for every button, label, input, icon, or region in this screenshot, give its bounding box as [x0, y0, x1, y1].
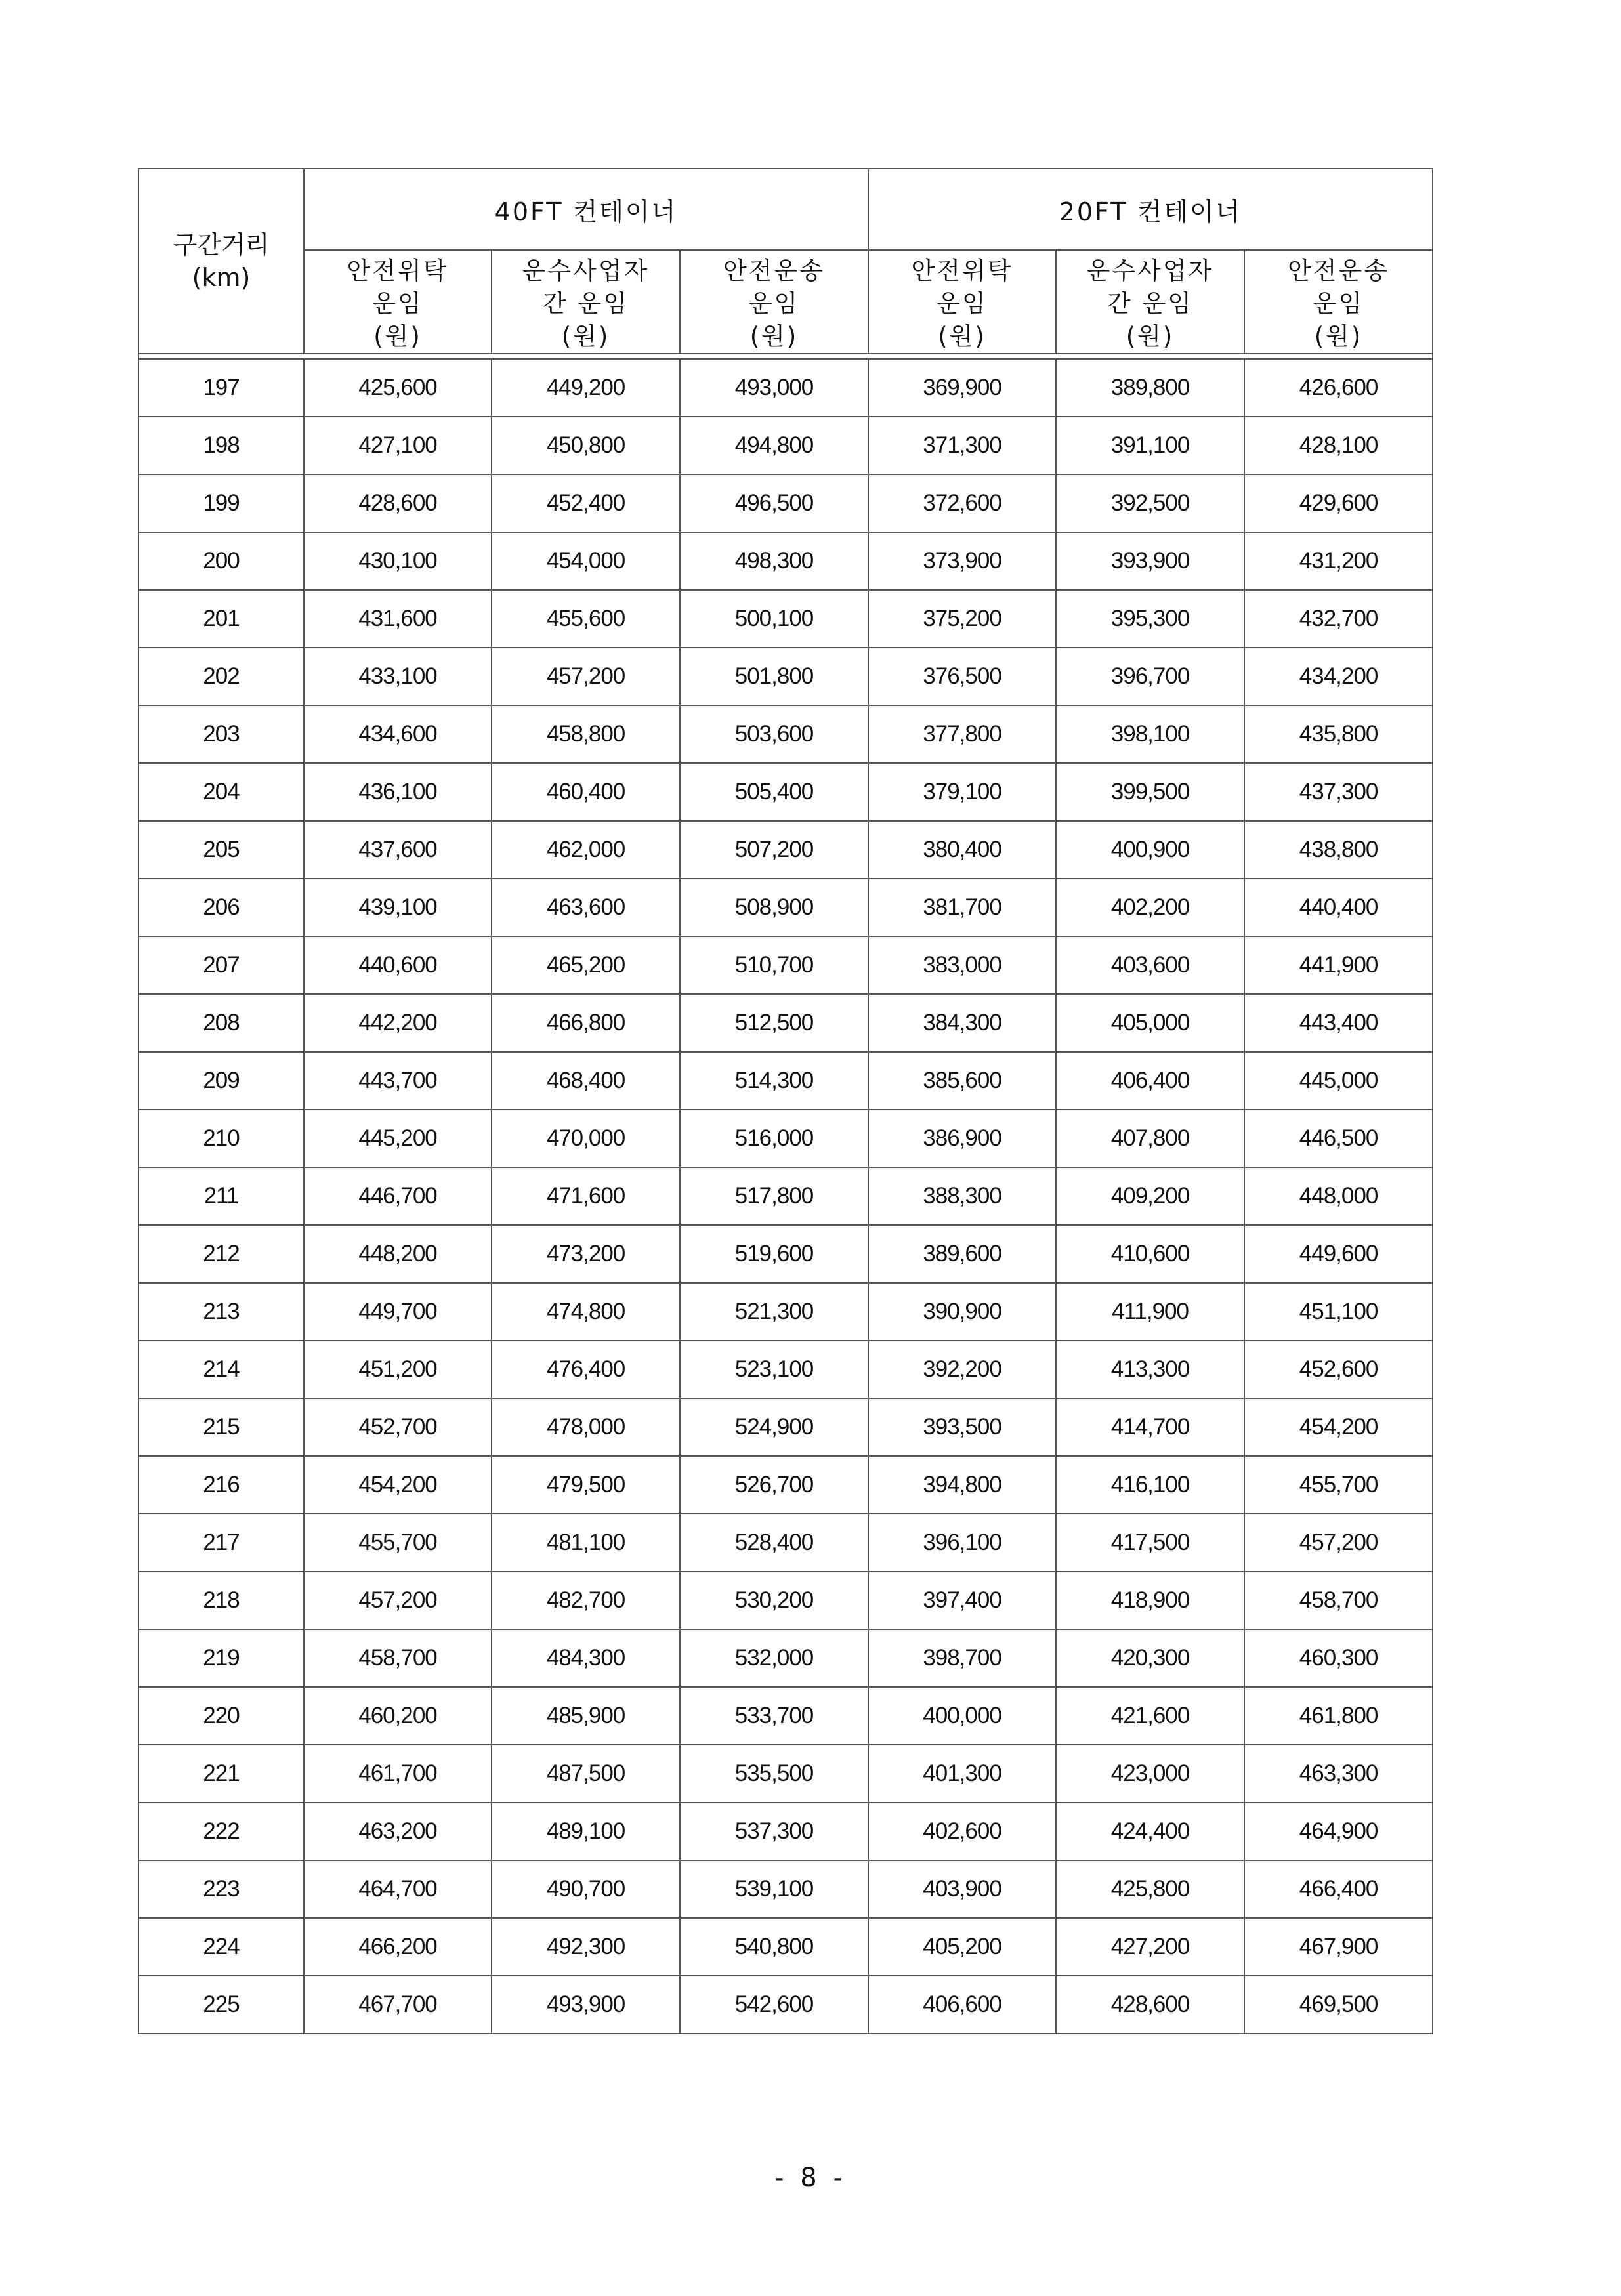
rate-cell: 439,100 [304, 879, 492, 936]
table-row [138, 1918, 1433, 1976]
table-row [138, 1341, 1433, 1398]
rate-cell: 524,900 [680, 1398, 868, 1456]
table-row [138, 417, 1433, 474]
rate-cell: 432,700 [1244, 590, 1433, 648]
rate-cell: 423,000 [1056, 1745, 1244, 1803]
rate-cell: 433,100 [304, 648, 492, 705]
rate-cell: 521,300 [680, 1283, 868, 1341]
column-header-line: 간 운임 [1107, 289, 1194, 318]
rate-cell: 428,600 [1056, 1976, 1244, 2034]
rate-cell: 416,100 [1056, 1456, 1244, 1514]
rate-cell: 489,100 [492, 1803, 680, 1860]
distance-cell: 204 [138, 763, 304, 821]
rate-cell: 500,100 [680, 590, 868, 648]
header-row-groups [138, 169, 1433, 250]
table-row [138, 359, 1433, 417]
rate-cell: 373,900 [868, 532, 1056, 590]
distance-header-label: 구간거리 [173, 230, 270, 259]
table-row [138, 1860, 1433, 1918]
rate-cell: 454,200 [304, 1456, 492, 1514]
rate-cell: 389,800 [1056, 359, 1244, 417]
rate-cell: 517,800 [680, 1167, 868, 1225]
rate-cell: 393,500 [868, 1398, 1056, 1456]
distance-cell: 203 [138, 705, 304, 763]
distance-cell: 197 [138, 359, 304, 417]
table-row [138, 1745, 1433, 1803]
table-row [138, 879, 1433, 936]
rate-cell: 449,700 [304, 1283, 492, 1341]
table-row [138, 1687, 1433, 1745]
rate-cell: 458,800 [492, 705, 680, 763]
rate-cell: 443,400 [1244, 994, 1433, 1052]
rate-cell: 481,100 [492, 1514, 680, 1572]
table-row [138, 1052, 1433, 1110]
column-header-line: 운수사업자 [522, 257, 650, 285]
rate-cell: 398,100 [1056, 705, 1244, 763]
distance-cell: 199 [138, 474, 304, 532]
column-header [492, 250, 680, 354]
rate-cell: 425,600 [304, 359, 492, 417]
distance-cell: 208 [138, 994, 304, 1052]
rate-cell: 449,200 [492, 359, 680, 417]
table-row [138, 1167, 1433, 1225]
distance-cell: 201 [138, 590, 304, 648]
rate-cell: 462,000 [492, 821, 680, 879]
rate-cell: 420,300 [1056, 1629, 1244, 1687]
rate-cell: 478,000 [492, 1398, 680, 1456]
rate-cell: 468,400 [492, 1052, 680, 1110]
rate-cell: 428,600 [304, 474, 492, 532]
rate-cell: 445,200 [304, 1110, 492, 1167]
table-row [138, 1283, 1433, 1341]
rate-cell: 539,100 [680, 1860, 868, 1918]
rate-cell: 467,700 [304, 1976, 492, 2034]
rate-cell: 405,200 [868, 1918, 1056, 1976]
distance-cell: 206 [138, 879, 304, 936]
rate-cell: 448,200 [304, 1225, 492, 1283]
distance-cell: 219 [138, 1629, 304, 1687]
rate-cell: 441,900 [1244, 936, 1433, 994]
rate-cell: 403,600 [1056, 936, 1244, 994]
rate-cell: 533,700 [680, 1687, 868, 1745]
table-row [138, 1803, 1433, 1860]
rate-cell: 369,900 [868, 359, 1056, 417]
column-header [1244, 250, 1433, 354]
rate-cell: 430,100 [304, 532, 492, 590]
freight-rate-table [138, 168, 1433, 2034]
rate-cell: 507,200 [680, 821, 868, 879]
rate-cell: 473,200 [492, 1225, 680, 1283]
rate-cell: 465,200 [492, 936, 680, 994]
rate-cell: 530,200 [680, 1572, 868, 1629]
rate-cell: 471,600 [492, 1167, 680, 1225]
rate-cell: 492,300 [492, 1918, 680, 1976]
rate-cell: 435,800 [1244, 705, 1433, 763]
group-header-40ft: 40FT 컨테이너 [304, 169, 868, 250]
rate-cell: 437,300 [1244, 763, 1433, 821]
rate-cell: 490,700 [492, 1860, 680, 1918]
rate-cell: 376,500 [868, 648, 1056, 705]
rate-cell: 482,700 [492, 1572, 680, 1629]
rate-cell: 405,000 [1056, 994, 1244, 1052]
page-number: - 8 - [774, 2163, 847, 2193]
rate-cell: 485,900 [492, 1687, 680, 1745]
rate-cell: 395,300 [1056, 590, 1244, 648]
rate-cell: 437,600 [304, 821, 492, 879]
distance-cell: 218 [138, 1572, 304, 1629]
rate-cell: 479,500 [492, 1456, 680, 1514]
rate-cell: 417,500 [1056, 1514, 1244, 1572]
table-row [138, 821, 1433, 879]
rate-cell: 421,600 [1056, 1687, 1244, 1745]
rate-cell: 512,500 [680, 994, 868, 1052]
rate-cell: 450,800 [492, 417, 680, 474]
rate-cell: 452,400 [492, 474, 680, 532]
rate-cell: 457,200 [304, 1572, 492, 1629]
rate-cell: 470,000 [492, 1110, 680, 1167]
rate-cell: 434,200 [1244, 648, 1433, 705]
rate-cell: 501,800 [680, 648, 868, 705]
rate-cell: 537,300 [680, 1803, 868, 1860]
rate-cell: 394,800 [868, 1456, 1056, 1514]
distance-cell: 212 [138, 1225, 304, 1283]
column-header-line: 운임 [748, 289, 800, 318]
table-row [138, 532, 1433, 590]
rate-cell: 400,900 [1056, 821, 1244, 879]
rate-cell: 446,500 [1244, 1110, 1433, 1167]
column-header [1056, 250, 1244, 354]
rate-cell: 493,000 [680, 359, 868, 417]
rate-cell: 396,100 [868, 1514, 1056, 1572]
rate-cell: 455,700 [1244, 1456, 1433, 1514]
rate-cell: 516,000 [680, 1110, 868, 1167]
rate-cell: 461,800 [1244, 1687, 1433, 1745]
rate-cell: 484,300 [492, 1629, 680, 1687]
rate-cell: 428,100 [1244, 417, 1433, 474]
table-body [138, 359, 1433, 2034]
rate-cell: 426,600 [1244, 359, 1433, 417]
column-header-line: (원) [938, 322, 986, 350]
rate-cell: 388,300 [868, 1167, 1056, 1225]
rate-cell: 469,500 [1244, 1976, 1433, 2034]
rate-cell: 452,700 [304, 1398, 492, 1456]
distance-cell: 217 [138, 1514, 304, 1572]
rate-cell: 458,700 [1244, 1572, 1433, 1629]
rate-cell: 455,700 [304, 1514, 492, 1572]
rate-cell: 401,300 [868, 1745, 1056, 1803]
rate-cell: 442,200 [304, 994, 492, 1052]
rate-cell: 383,000 [868, 936, 1056, 994]
rate-cell: 505,400 [680, 763, 868, 821]
rate-cell: 443,700 [304, 1052, 492, 1110]
rate-cell: 372,600 [868, 474, 1056, 532]
distance-header-unit: (km) [192, 263, 251, 292]
rate-cell: 526,700 [680, 1456, 868, 1514]
rate-cell: 371,300 [868, 417, 1056, 474]
rate-cell: 440,600 [304, 936, 492, 994]
distance-cell: 215 [138, 1398, 304, 1456]
table-row [138, 1456, 1433, 1514]
distance-cell: 224 [138, 1918, 304, 1976]
rate-cell: 434,600 [304, 705, 492, 763]
rate-cell: 424,400 [1056, 1803, 1244, 1860]
column-header-line: 안전운송 [1288, 257, 1390, 285]
rate-cell: 389,600 [868, 1225, 1056, 1283]
rate-cell: 392,500 [1056, 474, 1244, 532]
rate-cell: 532,000 [680, 1629, 868, 1687]
distance-cell: 220 [138, 1687, 304, 1745]
table-row [138, 474, 1433, 532]
column-header-line: 안전운송 [723, 257, 825, 285]
rate-cell: 391,100 [1056, 417, 1244, 474]
column-header-line: (원) [1314, 322, 1363, 350]
rate-cell: 519,600 [680, 1225, 868, 1283]
double-rule [138, 354, 1433, 359]
distance-cell: 209 [138, 1052, 304, 1110]
distance-cell: 214 [138, 1341, 304, 1398]
table-row [138, 994, 1433, 1052]
distance-cell: 205 [138, 821, 304, 879]
rate-cell: 402,200 [1056, 879, 1244, 936]
table-row [138, 590, 1433, 648]
column-header-line: (원) [749, 322, 799, 350]
distance-cell: 213 [138, 1283, 304, 1341]
distance-cell: 222 [138, 1803, 304, 1860]
rate-cell: 454,000 [492, 532, 680, 590]
rate-cell: 514,300 [680, 1052, 868, 1110]
rate-cell: 402,600 [868, 1803, 1056, 1860]
rate-cell: 461,700 [304, 1745, 492, 1803]
distance-cell: 200 [138, 532, 304, 590]
distance-cell: 210 [138, 1110, 304, 1167]
column-header [868, 250, 1056, 354]
distance-cell: 198 [138, 417, 304, 474]
table-row [138, 705, 1433, 763]
table-row [138, 1110, 1433, 1167]
rate-cell: 494,800 [680, 417, 868, 474]
distance-cell: 211 [138, 1167, 304, 1225]
rate-cell: 403,900 [868, 1860, 1056, 1918]
rate-cell: 535,500 [680, 1745, 868, 1803]
rate-cell: 413,300 [1056, 1341, 1244, 1398]
rate-cell: 386,900 [868, 1110, 1056, 1167]
rate-cell: 523,100 [680, 1341, 868, 1398]
rate-cell: 460,200 [304, 1687, 492, 1745]
rate-cell: 406,400 [1056, 1052, 1244, 1110]
rate-cell: 379,100 [868, 763, 1056, 821]
rate-cell: 427,100 [304, 417, 492, 474]
table-row [138, 1398, 1433, 1456]
rate-cell: 487,500 [492, 1745, 680, 1803]
rate-cell: 398,700 [868, 1629, 1056, 1687]
rate-cell: 463,300 [1244, 1745, 1433, 1803]
column-header-line: 운임 [937, 289, 988, 318]
rate-cell: 464,700 [304, 1860, 492, 1918]
rate-cell: 400,000 [868, 1687, 1056, 1745]
rate-cell: 464,900 [1244, 1803, 1433, 1860]
rate-cell: 451,200 [304, 1341, 492, 1398]
rate-cell: 392,200 [868, 1341, 1056, 1398]
rate-cell: 397,400 [868, 1572, 1056, 1629]
rate-cell: 380,400 [868, 821, 1056, 879]
column-header-line: 안전위탁 [347, 257, 449, 285]
table-row [138, 763, 1433, 821]
column-header [680, 250, 868, 354]
rate-cell: 454,200 [1244, 1398, 1433, 1456]
table-row [138, 1225, 1433, 1283]
column-header-line: 운임 [372, 289, 423, 318]
rate-cell: 510,700 [680, 936, 868, 994]
rate-cell: 540,800 [680, 1918, 868, 1976]
table-row [138, 1629, 1433, 1687]
distance-cell: 202 [138, 648, 304, 705]
rate-cell: 455,600 [492, 590, 680, 648]
rate-cell: 466,400 [1244, 1860, 1433, 1918]
rate-cell: 498,300 [680, 532, 868, 590]
rate-cell: 396,700 [1056, 648, 1244, 705]
column-header-line: 간 운임 [543, 289, 629, 318]
rate-cell: 445,000 [1244, 1052, 1433, 1110]
column-header-line: (원) [561, 322, 610, 350]
rate-cell: 427,200 [1056, 1918, 1244, 1976]
column-header-line: (원) [373, 322, 422, 350]
column-header-line: 운임 [1313, 289, 1364, 318]
column-header-line: 운수사업자 [1086, 257, 1214, 285]
table-row [138, 1514, 1433, 1572]
rate-cell: 466,200 [304, 1918, 492, 1976]
rate-cell: 436,100 [304, 763, 492, 821]
rate-cell: 474,800 [492, 1283, 680, 1341]
rate-cell: 375,200 [868, 590, 1056, 648]
rate-cell: 418,900 [1056, 1572, 1244, 1629]
rate-cell: 410,600 [1056, 1225, 1244, 1283]
rate-cell: 460,400 [492, 763, 680, 821]
rate-cell: 440,400 [1244, 879, 1433, 936]
table-row [138, 648, 1433, 705]
rate-cell: 448,000 [1244, 1167, 1433, 1225]
column-header [304, 250, 492, 354]
distance-cell: 223 [138, 1860, 304, 1918]
rate-cell: 399,500 [1056, 763, 1244, 821]
rate-cell: 377,800 [868, 705, 1056, 763]
rate-cell: 446,700 [304, 1167, 492, 1225]
rate-cell: 406,600 [868, 1976, 1056, 2034]
table-row [138, 1572, 1433, 1629]
rate-cell: 449,600 [1244, 1225, 1433, 1283]
rate-cell: 466,800 [492, 994, 680, 1052]
header-row-columns [138, 250, 1433, 354]
rate-cell: 463,600 [492, 879, 680, 936]
rate-cell: 460,300 [1244, 1629, 1433, 1687]
distance-cell: 221 [138, 1745, 304, 1803]
distance-cell: 225 [138, 1976, 304, 2034]
group-header-20ft: 20FT 컨테이너 [868, 169, 1433, 250]
rate-cell: 476,400 [492, 1341, 680, 1398]
rate-cell: 425,800 [1056, 1860, 1244, 1918]
rate-cell: 458,700 [304, 1629, 492, 1687]
rate-cell: 452,600 [1244, 1341, 1433, 1398]
rate-cell: 457,200 [492, 648, 680, 705]
header-separator [138, 354, 1433, 359]
rate-cell: 393,900 [1056, 532, 1244, 590]
rate-cell: 451,100 [1244, 1283, 1433, 1341]
rate-cell: 407,800 [1056, 1110, 1244, 1167]
rate-cell: 429,600 [1244, 474, 1433, 532]
rate-cell: 493,900 [492, 1976, 680, 2034]
rate-cell: 542,600 [680, 1976, 868, 2034]
distance-cell: 207 [138, 936, 304, 994]
rate-cell: 508,900 [680, 879, 868, 936]
rate-cell: 431,600 [304, 590, 492, 648]
table-row [138, 1976, 1433, 2034]
rate-cell: 385,600 [868, 1052, 1056, 1110]
rate-cell: 528,400 [680, 1514, 868, 1572]
rate-cell: 409,200 [1056, 1167, 1244, 1225]
rate-cell: 496,500 [680, 474, 868, 532]
rate-cell: 381,700 [868, 879, 1056, 936]
rate-cell: 457,200 [1244, 1514, 1433, 1572]
distance-header [138, 169, 304, 354]
column-header-line: (원) [1126, 322, 1175, 350]
rate-cell: 463,200 [304, 1803, 492, 1860]
rate-cell: 503,600 [680, 705, 868, 763]
rate-cell: 414,700 [1056, 1398, 1244, 1456]
rate-cell: 390,900 [868, 1283, 1056, 1341]
rate-cell: 431,200 [1244, 532, 1433, 590]
rate-cell: 438,800 [1244, 821, 1433, 879]
rate-cell: 467,900 [1244, 1918, 1433, 1976]
table-row [138, 936, 1433, 994]
column-header-line: 안전위탁 [911, 257, 1013, 285]
rate-cell: 411,900 [1056, 1283, 1244, 1341]
rate-cell: 384,300 [868, 994, 1056, 1052]
distance-cell: 216 [138, 1456, 304, 1514]
